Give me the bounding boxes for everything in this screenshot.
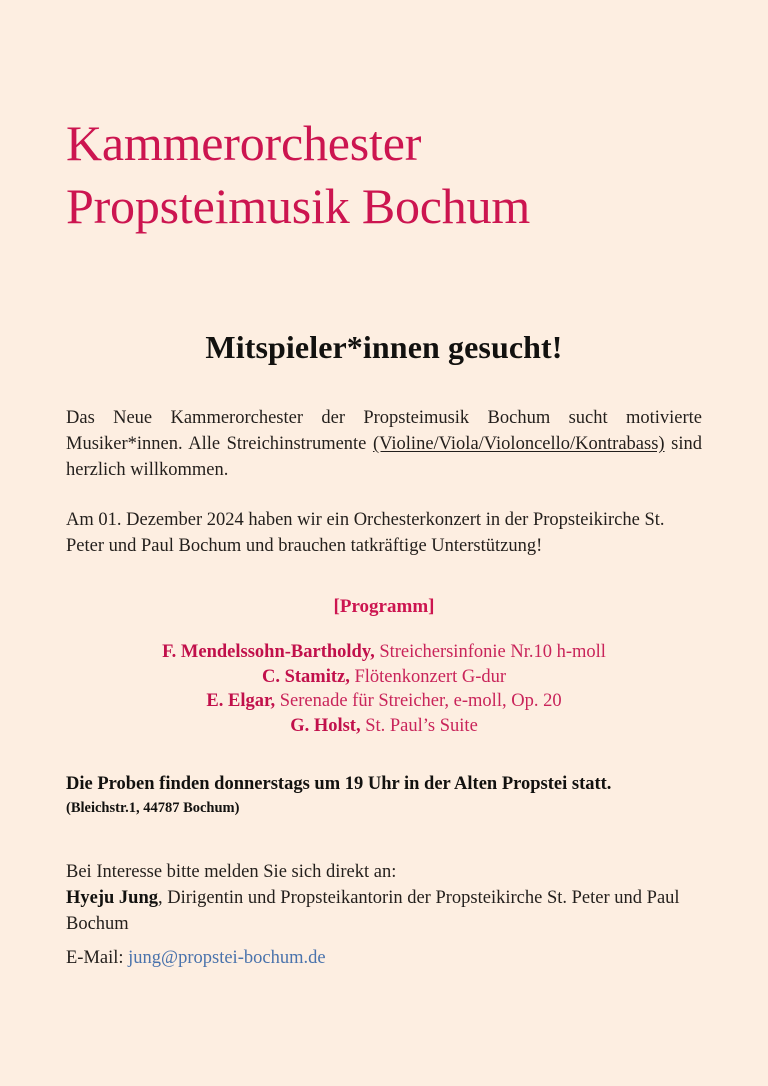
program-work: Flötenkonzert G-dur (349, 666, 507, 687)
program-item (66, 689, 702, 714)
email-link[interactable]: jung@propstei-bochum.de (128, 948, 326, 968)
contact-section (66, 859, 702, 937)
rehearsal-time-text: Die Proben finden donnerstags um 19 Uhr in der Alten Propstei statt. (66, 774, 612, 794)
program-composer: C. Stamitz, (261, 666, 350, 687)
program-composer: E. Elgar, (206, 691, 276, 711)
title-line-2: Propsteimusik Bochum (66, 178, 531, 234)
program-list (66, 640, 702, 738)
email-label: E-Mail: (66, 948, 129, 968)
intro-paragraph (66, 405, 702, 483)
rehearsal-section (66, 772, 702, 819)
program-item (66, 665, 702, 690)
title-line-1: Kammerorchester (66, 115, 422, 171)
contact-person-line (66, 885, 702, 937)
program-item (66, 714, 702, 739)
rehearsal-address-text: (Bleichstr.1, 44787 Bochum) (66, 800, 240, 816)
program-work: Streichersinfonie Nr.10 h-moll (374, 642, 606, 662)
email-section (66, 945, 702, 971)
headline: Mitspieler*innen gesucht! (205, 329, 563, 365)
contact-person-name: Hyeju Jung (66, 888, 159, 908)
instruments-underlined: (Violine/Viola/Violoncello/Kontrabass) (372, 434, 665, 454)
program-composer: G. Holst, (290, 715, 361, 736)
program-heading: [Programm] (333, 596, 435, 617)
program-work: Serenade für Streicher, e-moll, Op. 20 (275, 691, 562, 711)
program-composer: F. Mendelssohn-Bartholdy, (162, 642, 375, 662)
intro-text-part1: Das Neue Kammerorchester der Propsteimusik Bochum sucht motivierte Musiker*innen. Alle Streichinstrumente (66, 408, 702, 454)
contact-intro-text: Bei Interesse bitte melden Sie sich direkt an: (66, 862, 397, 882)
program-section (66, 594, 702, 738)
poster-title (66, 112, 716, 238)
concert-paragraph: Am 01. Dezember 2024 haben wir ein Orchesterkonzert in der Propsteikirche St. Peter und Paul Bochum und brauchen tatkräftige Unterstützung! (66, 510, 665, 556)
program-item (66, 640, 702, 665)
contact-person-role: , Dirigentin und Propsteikantorin der Propsteikirche St. Peter und Paul Bochum (66, 888, 680, 934)
intro-text-part2: sind herzlich willkommen. (66, 434, 702, 480)
program-work: St. Paul’s Suite (360, 715, 478, 736)
